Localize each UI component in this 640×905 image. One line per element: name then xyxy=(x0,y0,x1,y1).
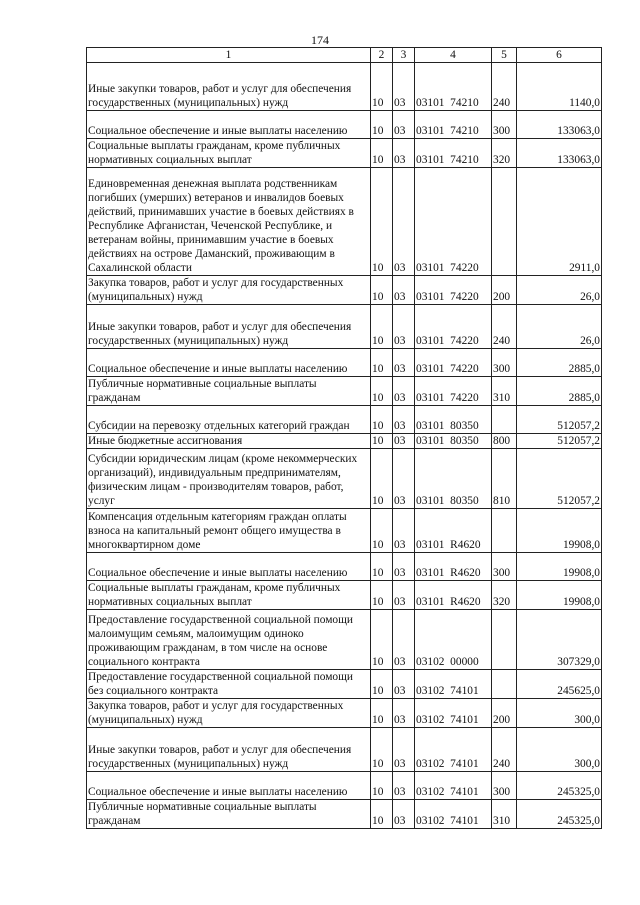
section-code-cell: 10 xyxy=(371,168,393,276)
target-article-cell: 03102 74101 xyxy=(415,800,492,829)
expense-type-cell: 320 xyxy=(492,139,517,168)
target-article-cell: 03102 74101 xyxy=(415,772,492,800)
row-name-cell: Компенсация отдельным категориям граждан оплаты взноса на капитальный ремонт общего имущества в многоквартирном доме xyxy=(87,509,371,553)
table-header-row xyxy=(87,48,602,63)
subsection-code-cell: 03 xyxy=(393,276,415,305)
expense-type-cell: 240 xyxy=(492,63,517,111)
table-row xyxy=(87,670,602,699)
subsection-code-cell: 03 xyxy=(393,168,415,276)
target-article-cell: 03101 74220 xyxy=(415,276,492,305)
budget-table xyxy=(86,47,602,829)
expense-type-cell: 300 xyxy=(492,553,517,581)
target-article-cell: 03102 74101 xyxy=(415,699,492,728)
row-name-cell: Единовременная денежная выплата родственникам погибших (умерших) ветеранов и инвалидов боевых действий, принимавших участие в боевых действиях в Республике Афганистан, Чеченской Республике, и ветеранам войны, принимавшим участие в боевых действиях на острове Даманский, проживающим в Сахалинской области xyxy=(87,168,371,276)
row-name-cell: Социальное обеспечение и иные выплаты населению xyxy=(87,553,371,581)
expense-type-cell: 800 xyxy=(492,434,517,449)
expense-type-cell xyxy=(492,670,517,699)
expense-type-cell: 310 xyxy=(492,377,517,406)
table-row xyxy=(87,406,602,434)
row-name-cell: Социальное обеспечение и иные выплаты населению xyxy=(87,349,371,377)
target-article-cell: 03102 74101 xyxy=(415,670,492,699)
amount-cell: 245325,0 xyxy=(517,800,602,829)
amount-cell: 2911,0 xyxy=(517,168,602,276)
amount-cell: 26,0 xyxy=(517,305,602,349)
amount-cell: 300,0 xyxy=(517,728,602,772)
target-article-cell: 03101 R4620 xyxy=(415,553,492,581)
subsection-code-cell: 03 xyxy=(393,509,415,553)
subsection-code-cell: 03 xyxy=(393,449,415,509)
expense-type-cell xyxy=(492,168,517,276)
subsection-code-cell: 03 xyxy=(393,434,415,449)
section-code-cell: 10 xyxy=(371,553,393,581)
expense-type-cell xyxy=(492,509,517,553)
target-article-cell: 03101 74220 xyxy=(415,349,492,377)
target-article-cell: 03101 74210 xyxy=(415,111,492,139)
row-name-cell: Социальные выплаты гражданам, кроме публичных нормативных социальных выплат xyxy=(87,139,371,168)
target-article-cell: 03101 R4620 xyxy=(415,509,492,553)
subsection-code-cell: 03 xyxy=(393,610,415,670)
section-code-cell: 10 xyxy=(371,111,393,139)
target-article-cell: 03102 74101 xyxy=(415,728,492,772)
row-name-cell: Закупка товаров, работ и услуг для государственных (муниципальных) нужд xyxy=(87,276,371,305)
section-code-cell: 10 xyxy=(371,139,393,168)
amount-cell: 245325,0 xyxy=(517,772,602,800)
target-article-cell: 03101 74220 xyxy=(415,377,492,406)
row-name-cell: Иные закупки товаров, работ и услуг для обеспечения государственных (муниципальных) нужд xyxy=(87,305,371,349)
expense-type-cell: 300 xyxy=(492,111,517,139)
subsection-code-cell: 03 xyxy=(393,800,415,829)
amount-cell: 512057,2 xyxy=(517,434,602,449)
expense-type-cell: 240 xyxy=(492,728,517,772)
header-cell: 6 xyxy=(517,48,602,63)
expense-type-cell: 200 xyxy=(492,699,517,728)
row-name-cell: Субсидии юридическим лицам (кроме некоммерческих организаций), индивидуальным предпринимателям, физическим лицам - производителям товаров, работ, услуг xyxy=(87,449,371,509)
amount-cell: 2885,0 xyxy=(517,377,602,406)
table-row xyxy=(87,377,602,406)
amount-cell: 245625,0 xyxy=(517,670,602,699)
subsection-code-cell: 03 xyxy=(393,728,415,772)
expense-type-cell: 300 xyxy=(492,349,517,377)
target-article-cell: 03101 R4620 xyxy=(415,581,492,610)
row-name-cell: Социальное обеспечение и иные выплаты населению xyxy=(87,772,371,800)
table-row xyxy=(87,553,602,581)
table-row xyxy=(87,509,602,553)
header-cell: 1 xyxy=(87,48,371,63)
header-cell: 5 xyxy=(492,48,517,63)
subsection-code-cell: 03 xyxy=(393,699,415,728)
table-row xyxy=(87,728,602,772)
section-code-cell: 10 xyxy=(371,699,393,728)
section-code-cell: 10 xyxy=(371,610,393,670)
subsection-code-cell: 03 xyxy=(393,553,415,581)
target-article-cell: 03101 80350 xyxy=(415,406,492,434)
expense-type-cell: 200 xyxy=(492,276,517,305)
section-code-cell: 10 xyxy=(371,377,393,406)
table-row xyxy=(87,305,602,349)
section-code-cell: 10 xyxy=(371,509,393,553)
amount-cell: 1140,0 xyxy=(517,63,602,111)
subsection-code-cell: 03 xyxy=(393,581,415,610)
amount-cell: 19908,0 xyxy=(517,509,602,553)
amount-cell: 307329,0 xyxy=(517,610,602,670)
section-code-cell: 10 xyxy=(371,349,393,377)
amount-cell: 133063,0 xyxy=(517,139,602,168)
subsection-code-cell: 03 xyxy=(393,406,415,434)
header-cell: 4 xyxy=(415,48,492,63)
table-row xyxy=(87,772,602,800)
subsection-code-cell: 03 xyxy=(393,772,415,800)
row-name-cell: Предоставление государственной социальной помощи малоимущим семьям, малоимущим одиноко проживающим гражданам, в том числе на основе социального контракта xyxy=(87,610,371,670)
table-row xyxy=(87,63,602,111)
section-code-cell: 10 xyxy=(371,305,393,349)
row-name-cell: Иные бюджетные ассигнования xyxy=(87,434,371,449)
row-name-cell: Социальные выплаты гражданам, кроме публичных нормативных социальных выплат xyxy=(87,581,371,610)
row-name-cell: Предоставление государственной социальной помощи без социального контракта xyxy=(87,670,371,699)
header-cell: 3 xyxy=(393,48,415,63)
row-name-cell: Социальное обеспечение и иные выплаты населению xyxy=(87,111,371,139)
table-row xyxy=(87,168,602,276)
amount-cell: 19908,0 xyxy=(517,553,602,581)
page-number: 174 xyxy=(311,33,329,47)
section-code-cell: 10 xyxy=(371,434,393,449)
section-code-cell: 10 xyxy=(371,406,393,434)
section-code-cell: 10 xyxy=(371,449,393,509)
amount-cell: 26,0 xyxy=(517,276,602,305)
row-name-cell: Субсидии на перевозку отдельных категорий граждан xyxy=(87,406,371,434)
subsection-code-cell: 03 xyxy=(393,139,415,168)
table-row xyxy=(87,581,602,610)
subsection-code-cell: 03 xyxy=(393,305,415,349)
row-name-cell: Закупка товаров, работ и услуг для государственных (муниципальных) нужд xyxy=(87,699,371,728)
table-row xyxy=(87,449,602,509)
target-article-cell: 03101 74210 xyxy=(415,63,492,111)
row-name-cell: Публичные нормативные социальные выплаты гражданам xyxy=(87,377,371,406)
amount-cell: 512057,2 xyxy=(517,406,602,434)
section-code-cell: 10 xyxy=(371,581,393,610)
target-article-cell: 03101 80350 xyxy=(415,449,492,509)
table-row xyxy=(87,699,602,728)
expense-type-cell: 320 xyxy=(492,581,517,610)
subsection-code-cell: 03 xyxy=(393,349,415,377)
table-row xyxy=(87,139,602,168)
section-code-cell: 10 xyxy=(371,800,393,829)
section-code-cell: 10 xyxy=(371,728,393,772)
section-code-cell: 10 xyxy=(371,63,393,111)
table-row xyxy=(87,276,602,305)
expense-type-cell xyxy=(492,406,517,434)
target-article-cell: 03102 00000 xyxy=(415,610,492,670)
header-cell: 2 xyxy=(371,48,393,63)
row-name-cell: Иные закупки товаров, работ и услуг для обеспечения государственных (муниципальных) нужд xyxy=(87,728,371,772)
subsection-code-cell: 03 xyxy=(393,63,415,111)
subsection-code-cell: 03 xyxy=(393,670,415,699)
amount-cell: 2885,0 xyxy=(517,349,602,377)
expense-type-cell: 310 xyxy=(492,800,517,829)
table-row xyxy=(87,349,602,377)
table-row xyxy=(87,610,602,670)
target-article-cell: 03101 74210 xyxy=(415,139,492,168)
table-row xyxy=(87,800,602,829)
target-article-cell: 03101 74220 xyxy=(415,305,492,349)
expense-type-cell: 810 xyxy=(492,449,517,509)
target-article-cell: 03101 74220 xyxy=(415,168,492,276)
amount-cell: 19908,0 xyxy=(517,581,602,610)
amount-cell: 133063,0 xyxy=(517,111,602,139)
subsection-code-cell: 03 xyxy=(393,111,415,139)
row-name-cell: Иные закупки товаров, работ и услуг для обеспечения государственных (муниципальных) нужд xyxy=(87,63,371,111)
target-article-cell: 03101 80350 xyxy=(415,434,492,449)
row-name-cell: Публичные нормативные социальные выплаты гражданам xyxy=(87,800,371,829)
section-code-cell: 10 xyxy=(371,772,393,800)
section-code-cell: 10 xyxy=(371,670,393,699)
table-row xyxy=(87,434,602,449)
amount-cell: 512057,2 xyxy=(517,449,602,509)
subsection-code-cell: 03 xyxy=(393,377,415,406)
expense-type-cell: 240 xyxy=(492,305,517,349)
section-code-cell: 10 xyxy=(371,276,393,305)
table-row xyxy=(87,111,602,139)
expense-type-cell xyxy=(492,610,517,670)
amount-cell: 300,0 xyxy=(517,699,602,728)
expense-type-cell: 300 xyxy=(492,772,517,800)
